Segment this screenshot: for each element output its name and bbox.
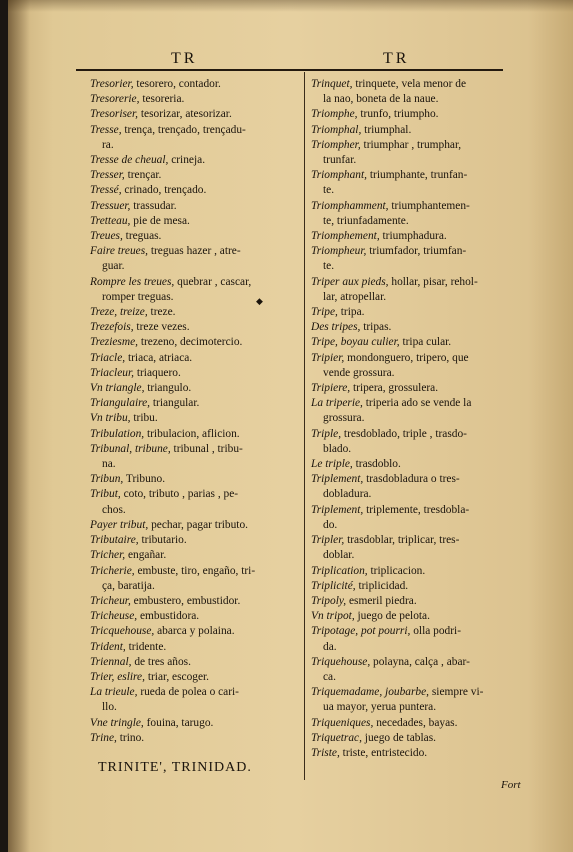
definition: vende grossura. xyxy=(323,366,395,379)
dictionary-entry xyxy=(311,259,518,274)
definition: tripa cular. xyxy=(399,336,452,349)
dictionary-entry xyxy=(90,107,297,122)
headword: Tripiere, xyxy=(311,382,351,395)
dictionary-entry xyxy=(90,396,297,411)
dictionary-entry xyxy=(311,320,518,335)
definition: treze. xyxy=(147,306,176,319)
dictionary-entry xyxy=(90,640,297,655)
dictionary-entry xyxy=(90,366,297,381)
dictionary-entry xyxy=(311,700,518,715)
headword: Faire treues, xyxy=(90,245,148,258)
definition: fouina, tarugo. xyxy=(143,716,214,729)
headword: Tresse, xyxy=(90,123,122,136)
dictionary-entry xyxy=(90,381,297,396)
definition: juego de tablas. xyxy=(361,731,436,744)
dictionary-entry xyxy=(90,457,297,472)
headword: Tricquehouse, xyxy=(90,625,155,638)
definition: triperia ado se vende la xyxy=(362,397,472,410)
headword: Tresorerie, xyxy=(90,93,140,106)
definition: triplemente, tresdobla- xyxy=(363,503,470,516)
definition: lar, atropellar. xyxy=(323,290,387,303)
headword: Treues, xyxy=(90,230,123,243)
dictionary-entry xyxy=(90,609,297,624)
headword: Tretteau, xyxy=(90,214,131,227)
definition: te. xyxy=(323,184,335,197)
definition: abarca y polaina. xyxy=(154,625,235,638)
dictionary-entry xyxy=(311,548,518,563)
headword: Trinquet, xyxy=(311,78,353,90)
definition: triangular. xyxy=(150,397,200,410)
headword: Triangulaire, xyxy=(90,397,151,410)
definition: trunfar. xyxy=(323,154,357,167)
headword: Triquetrac, xyxy=(311,731,362,744)
dictionary-entry xyxy=(90,716,297,731)
dictionary-entry xyxy=(90,655,297,670)
dictionary-entry xyxy=(311,670,518,685)
definition: ra. xyxy=(102,138,114,151)
book-page xyxy=(8,0,573,852)
headword: La triperie, xyxy=(311,397,363,410)
dictionary-entry xyxy=(90,624,297,639)
definition: triste, entristecido. xyxy=(339,746,428,759)
dictionary-entry xyxy=(90,351,297,366)
dictionary-entry xyxy=(90,275,297,290)
definition: triumphantemen- xyxy=(388,199,470,212)
dictionary-entry xyxy=(311,244,518,259)
dictionary-entry xyxy=(311,351,518,366)
definition: triumphante, trunfan- xyxy=(367,169,468,182)
headword: Triquehouse, xyxy=(311,655,371,668)
definition: embuste, tiro, engaño, tri- xyxy=(134,564,256,577)
ink-mark: ◆ xyxy=(256,296,263,306)
dictionary-entry xyxy=(90,533,297,548)
definition: crineja. xyxy=(168,154,206,167)
dictionary-entry xyxy=(311,153,518,168)
definition: trasdoblar, triplicar, tres- xyxy=(344,534,460,547)
headword: Vne tringle, xyxy=(90,716,144,729)
definition: tesorero, contador. xyxy=(133,78,221,90)
headword: Triacle, xyxy=(90,351,126,364)
headword: Tresse de cheual, xyxy=(90,154,169,167)
definition: trino. xyxy=(116,731,145,744)
definition: rueda de polea o cari- xyxy=(137,686,239,699)
definition: juego de pelota. xyxy=(354,610,430,623)
definition: triar, escoger. xyxy=(144,670,210,683)
definition: siempre vi- xyxy=(429,686,484,699)
headword: Vn tripot, xyxy=(311,610,355,623)
dictionary-entry xyxy=(311,381,518,396)
dictionary-entry xyxy=(90,244,297,259)
definition: guar. xyxy=(102,260,125,273)
definition: llo. xyxy=(102,701,117,714)
dictionary-entry xyxy=(311,503,518,518)
definition: te. xyxy=(323,260,335,273)
definition: trezeno, decimotercio. xyxy=(138,336,243,349)
headword: Le triple, xyxy=(311,458,353,471)
dictionary-entry xyxy=(311,731,518,746)
headword: Triple, xyxy=(311,427,342,440)
dictionary-entry xyxy=(311,746,518,761)
left-column xyxy=(90,77,297,746)
definition: tesorizar, atesorizar. xyxy=(138,108,232,121)
dictionary-entry xyxy=(311,487,518,502)
definition: treguas. xyxy=(122,230,162,243)
headword: Triplication, xyxy=(311,564,368,577)
headword: Vn tribu, xyxy=(90,412,131,425)
definition: necedades, bayas. xyxy=(373,716,458,729)
definition: triumphadura. xyxy=(379,230,447,243)
dictionary-entry xyxy=(90,548,297,563)
headword: Triomphant, xyxy=(311,169,368,182)
headword: Triomphe, xyxy=(311,108,358,121)
binding-shadow xyxy=(8,0,30,852)
dictionary-entry xyxy=(90,153,297,168)
dictionary-entry xyxy=(90,579,297,594)
dictionary-entry xyxy=(90,259,297,274)
headword: Triplement, xyxy=(311,503,364,516)
section-heading-trinite: TRINITE', TRINIDAD. xyxy=(98,760,252,775)
headword: Tresoriser, xyxy=(90,108,139,121)
headword: Tripoly, xyxy=(311,594,347,607)
dictionary-entry xyxy=(311,396,518,411)
dictionary-entry xyxy=(311,183,518,198)
dictionary-entry xyxy=(311,411,518,426)
dictionary-entry xyxy=(90,123,297,138)
dictionary-entry xyxy=(311,640,518,655)
dictionary-entry xyxy=(90,199,297,214)
headword: Tricheur, xyxy=(90,594,131,607)
dictionary-entry xyxy=(311,214,518,229)
dictionary-entry xyxy=(311,594,518,609)
headword: Tressuer, xyxy=(90,199,131,212)
definition: embustidora. xyxy=(137,610,200,623)
headword: Triste, xyxy=(311,746,340,759)
dictionary-entry xyxy=(90,685,297,700)
definition: esmeril piedra. xyxy=(346,594,417,607)
definition: blado. xyxy=(323,442,352,455)
definition: tribunal , tribu- xyxy=(170,442,243,455)
definition: tridente. xyxy=(125,640,167,653)
definition: embustero, embustidor. xyxy=(130,594,241,607)
dictionary-entry xyxy=(311,335,518,350)
headword: Tripotage, pot pourri, xyxy=(311,625,411,638)
headword: Payer tribut, xyxy=(90,518,149,531)
dictionary-entry xyxy=(90,503,297,518)
dictionary-entry xyxy=(311,199,518,214)
headword: Des tripes, xyxy=(311,321,361,334)
dictionary-entry xyxy=(90,229,297,244)
headword: Triquemadame, joubarbe, xyxy=(311,686,430,699)
dictionary-entry xyxy=(311,518,518,533)
dictionary-entry xyxy=(311,77,518,92)
definition: tributario. xyxy=(138,534,187,547)
dictionary-entry xyxy=(311,427,518,442)
dictionary-entry xyxy=(90,564,297,579)
dictionary-entry xyxy=(90,427,297,442)
definition: tripera, grossulera. xyxy=(350,382,439,395)
definition: crinado, trençado. xyxy=(121,184,207,197)
running-head-right: TR xyxy=(383,50,410,67)
headword: Treze, treize, xyxy=(90,306,148,319)
definition: triangulo. xyxy=(144,382,192,395)
definition: tesoreria. xyxy=(139,93,185,106)
definition: pie de mesa. xyxy=(130,214,190,227)
definition: chos. xyxy=(102,503,126,516)
headword: Triplicité, xyxy=(311,579,356,592)
dictionary-entry xyxy=(311,716,518,731)
dictionary-entry xyxy=(311,168,518,183)
definition: treguas hazer , atre- xyxy=(148,245,241,258)
definition: triaquero. xyxy=(134,366,181,379)
header-rule xyxy=(76,69,503,71)
definition: triumphar , trumphar, xyxy=(360,138,462,151)
dictionary-entry xyxy=(90,731,297,746)
headword: Trier, eslire, xyxy=(90,670,145,683)
dictionary-entry xyxy=(90,92,297,107)
definition: trasdoblo. xyxy=(352,458,401,471)
definition: triumphal. xyxy=(361,123,412,136)
dictionary-entry xyxy=(311,290,518,305)
definition: romper treguas. xyxy=(102,290,174,303)
dictionary-entry xyxy=(311,579,518,594)
dictionary-entry xyxy=(311,685,518,700)
definition: trençar. xyxy=(124,169,162,182)
top-edge-shadow xyxy=(8,0,573,12)
dictionary-entry xyxy=(90,518,297,533)
right-column xyxy=(311,77,518,761)
dictionary-entry xyxy=(90,472,297,487)
dictionary-entry xyxy=(90,77,297,92)
dictionary-entry xyxy=(311,655,518,670)
definition: triumfador, triumfan- xyxy=(366,245,467,258)
definition: ua mayor, yerua puntera. xyxy=(323,701,437,714)
dictionary-entry xyxy=(90,442,297,457)
headword: Triacleur, xyxy=(90,366,134,379)
dictionary-entry xyxy=(90,320,297,335)
definition: tribulacion, aflicion. xyxy=(144,427,240,440)
definition: polayna, calça , abar- xyxy=(370,655,470,668)
dictionary-entry xyxy=(311,624,518,639)
headword: Triompheur, xyxy=(311,245,367,258)
definition: na. xyxy=(102,458,116,471)
definition: ça, baratija. xyxy=(102,579,155,592)
dictionary-entry xyxy=(90,214,297,229)
definition: triaca, atriaca. xyxy=(125,351,193,364)
definition: dobladura. xyxy=(323,488,372,501)
headword: Tribut, xyxy=(90,488,121,501)
headword: Tricher, xyxy=(90,549,126,562)
headword: Triompher, xyxy=(311,138,361,151)
definition: grossura. xyxy=(323,412,365,425)
dictionary-entry xyxy=(90,487,297,502)
dictionary-entry xyxy=(311,609,518,624)
definition: da. xyxy=(323,640,337,653)
dictionary-entry xyxy=(311,472,518,487)
definition: trassudar. xyxy=(130,199,177,212)
definition: trunfo, triumpho. xyxy=(357,108,439,121)
catchword: Fort xyxy=(501,779,521,791)
definition: do. xyxy=(323,518,338,531)
dictionary-entry xyxy=(90,168,297,183)
headword: La trieule, xyxy=(90,686,138,699)
headword: Tricherie, xyxy=(90,564,135,577)
definition: trasdobladura o tres- xyxy=(363,473,460,486)
definition: olla podri- xyxy=(410,625,461,638)
definition: mondonguero, tripero, que xyxy=(344,351,469,364)
dictionary-entry xyxy=(90,290,297,305)
headword: Tribun, xyxy=(90,473,124,486)
dictionary-entry xyxy=(311,138,518,153)
headword: Trident, xyxy=(90,640,126,653)
headword: Triper aux pieds, xyxy=(311,275,389,288)
dictionary-entry xyxy=(90,138,297,153)
definition: triplicacion. xyxy=(367,564,426,577)
dictionary-entry xyxy=(311,123,518,138)
headword: Trezefois, xyxy=(90,321,134,334)
headword: Tricheuse, xyxy=(90,610,138,623)
definition: la nao, boneta de la naue. xyxy=(323,93,439,106)
definition: engañar. xyxy=(125,549,167,562)
definition: triplicidad. xyxy=(355,579,409,592)
dictionary-entry xyxy=(311,366,518,381)
dictionary-entry xyxy=(311,107,518,122)
headword: Trine, xyxy=(90,731,117,744)
dictionary-entry xyxy=(90,670,297,685)
headword: Tripier, xyxy=(311,351,345,364)
dictionary-entry xyxy=(90,305,297,320)
headword: Triqueniques, xyxy=(311,716,374,729)
dictionary-entry xyxy=(90,335,297,350)
headword: Tributaire, xyxy=(90,534,139,547)
headword: Tribulation, xyxy=(90,427,145,440)
dictionary-entry xyxy=(311,275,518,290)
definition: quebrar , cascar, xyxy=(174,275,252,288)
dictionary-entry xyxy=(311,457,518,472)
headword: Tresser, xyxy=(90,169,125,182)
headword: Tresorier, xyxy=(90,78,134,90)
headword: Tressé, xyxy=(90,184,122,197)
definition: Tribuno. xyxy=(123,473,166,486)
definition: hollar, pisar, rehol- xyxy=(388,275,478,288)
running-head-left: TR xyxy=(171,50,198,67)
definition: ca. xyxy=(323,670,336,683)
dictionary-entry xyxy=(90,183,297,198)
dictionary-entry xyxy=(90,700,297,715)
headword: Triomphal, xyxy=(311,123,362,136)
definition: coto, tributo , parias , pe- xyxy=(120,488,239,501)
definition: doblar. xyxy=(323,549,355,562)
definition: trença, trençado, trençadu- xyxy=(121,123,246,136)
headword: Tripe, boyau culier, xyxy=(311,336,400,349)
dictionary-entry xyxy=(311,92,518,107)
headword: Triomphamment, xyxy=(311,199,389,212)
headword: Tripler, xyxy=(311,534,345,547)
definition: tripa. xyxy=(337,306,365,319)
dictionary-entry xyxy=(311,564,518,579)
dictionary-entry xyxy=(90,411,297,426)
dictionary-entry xyxy=(311,229,518,244)
definition: te, triunfadamente. xyxy=(323,214,409,227)
headword: Triomphement, xyxy=(311,230,380,243)
dictionary-entry xyxy=(311,305,518,320)
headword: Rompre les treues, xyxy=(90,275,175,288)
headword: Treziesme, xyxy=(90,336,138,349)
headword: Triplement, xyxy=(311,473,364,486)
dictionary-entry xyxy=(90,594,297,609)
headword: Vn triangle, xyxy=(90,382,145,395)
headword: Tripe, xyxy=(311,306,338,319)
column-separator xyxy=(304,72,305,780)
definition: trinquete, vela menor de xyxy=(352,78,467,90)
dictionary-entry xyxy=(311,533,518,548)
definition: pechar, pagar tributo. xyxy=(148,518,249,531)
definition: tribu. xyxy=(130,412,158,425)
dictionary-entry xyxy=(311,442,518,457)
headword: Triennal, xyxy=(90,655,132,668)
definition: tripas. xyxy=(360,321,392,334)
definition: treze vezes. xyxy=(133,321,190,334)
definition: de tres años. xyxy=(131,655,191,668)
headword: Tribunal, tribune, xyxy=(90,442,171,455)
definition: tresdoblado, triple , trasdo- xyxy=(341,427,467,440)
